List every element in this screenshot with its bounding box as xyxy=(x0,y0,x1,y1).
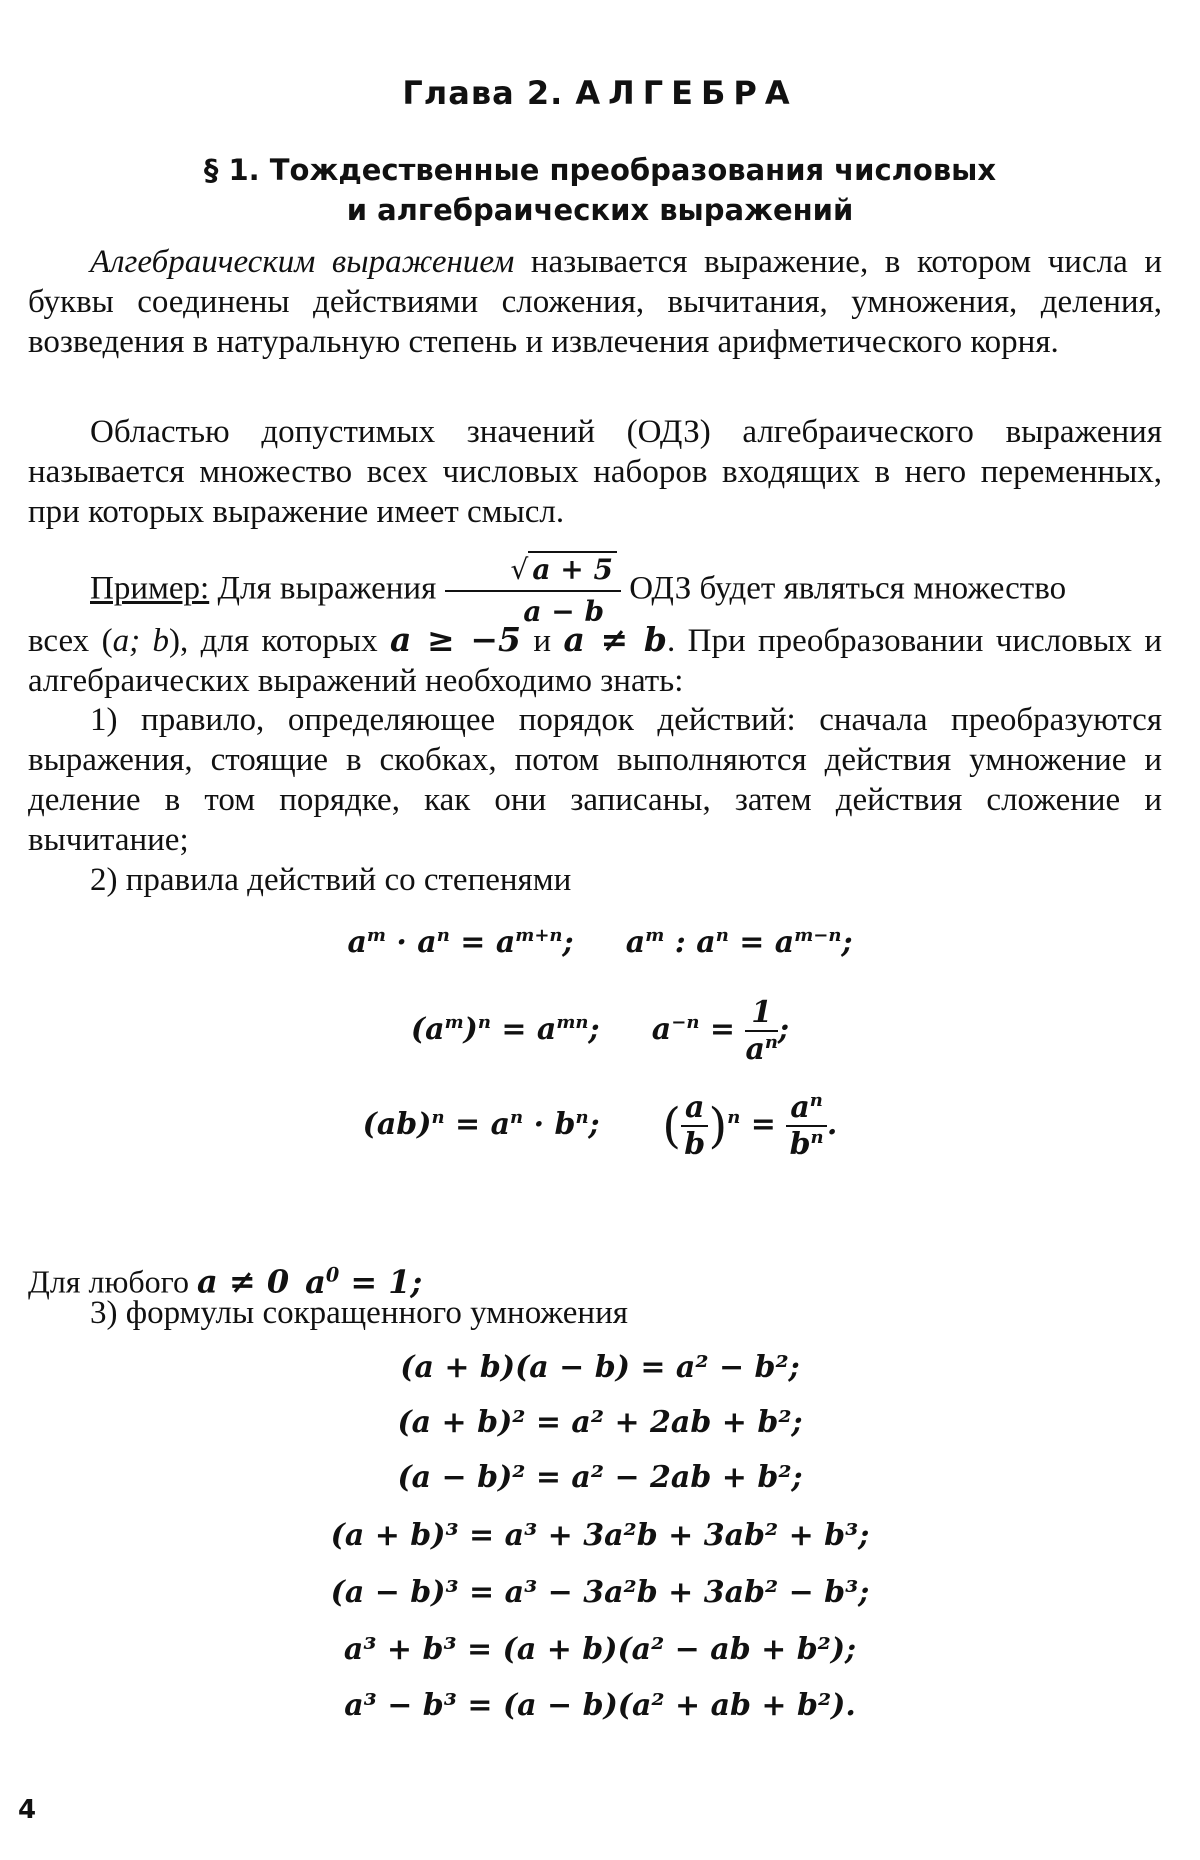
reciprocal-fraction xyxy=(745,995,778,1067)
pr3-a-sup: n xyxy=(431,1107,445,1128)
pr1-d-sup: m xyxy=(645,925,665,946)
definition-paragraph xyxy=(28,242,1162,362)
formula-1: (a + b)(a − b) = a² − b²; xyxy=(400,1350,800,1385)
pr3-c-sup: n xyxy=(575,1107,589,1128)
pr1-f: = a xyxy=(728,925,795,960)
pr1-a: a xyxy=(347,925,367,960)
zero-power-base: a xyxy=(305,1262,326,1301)
pr2-c-sup: mn xyxy=(556,1012,589,1033)
quotient-denominator: b xyxy=(684,1127,706,1162)
result-denominator xyxy=(786,1127,827,1162)
example-fraction-numerator: √ a + 5 xyxy=(445,550,621,592)
example-continuation xyxy=(28,620,1162,701)
rule-1: 1) правило, определяющее порядок действий: сначала преобразуются выражения, стоящие в скобках, потом выполняются действия умножение и деление в том порядке, как они записаны, затем действия сложение и вычитание; xyxy=(28,702,1162,858)
quotient-power: n xyxy=(727,1107,741,1128)
pr3-f: . xyxy=(826,1107,838,1142)
pr1-g: ; xyxy=(841,925,853,960)
reciprocal-denominator xyxy=(745,1032,778,1067)
pr2-a: (a xyxy=(410,1012,445,1047)
pr2-d: ; a xyxy=(588,1012,672,1047)
result-num-base: a xyxy=(790,1090,810,1125)
definition-term: Алгебраическим выражением xyxy=(90,244,515,280)
reciprocal-numerator: 1 xyxy=(745,995,778,1032)
example-vars: a; b xyxy=(112,623,169,659)
rule-3: 3) формулы сокращенного умножения xyxy=(90,1295,628,1331)
quotient-fraction xyxy=(681,1090,708,1162)
pr2-f: ; xyxy=(778,1012,790,1047)
result-fraction xyxy=(786,1090,827,1162)
pr3-b-sup: n xyxy=(510,1107,524,1128)
quotient-numerator: a xyxy=(681,1090,708,1127)
result-den-base: b xyxy=(789,1127,811,1162)
result-den-sup: n xyxy=(810,1127,824,1148)
formula-3: (a − b)² = a² − 2ab + b²; xyxy=(397,1460,803,1495)
pr3-b: = a xyxy=(444,1107,511,1142)
sqrt-radicand: a + 5 xyxy=(528,551,617,586)
pr1-e: : a xyxy=(664,925,716,960)
power-rules-row-1 xyxy=(0,925,1200,960)
formula-2: (a + b)² = a² + 2ab + b²; xyxy=(397,1405,803,1440)
zero-power-result: = 1; xyxy=(339,1262,423,1301)
pr1-a-sup: m xyxy=(366,925,386,946)
reciprocal-den-sup: n xyxy=(764,1032,778,1053)
pr1-f-sup: m−n xyxy=(794,925,842,946)
condition-1: a ≥ −5 xyxy=(390,620,521,659)
page-number: 4 xyxy=(18,1795,37,1825)
power-rules-row-2 xyxy=(0,995,1200,1067)
chapter-title: АЛГЕБРА xyxy=(575,74,798,112)
zero-power-text: Для любого xyxy=(28,1263,197,1300)
zero-power-cond: a ≠ 0 xyxy=(197,1262,290,1301)
pr2-b: ) xyxy=(463,1012,478,1047)
pr3-e: = xyxy=(740,1107,787,1142)
example-cont-text-3: . При преобразовании числовых и алгебраических выражений необходимо знать: xyxy=(28,623,1163,699)
pr2-c: = a xyxy=(490,1012,557,1047)
right-paren: ) xyxy=(708,1098,728,1154)
pr2-b-sup: n xyxy=(477,1012,491,1033)
pr1-e-sup: n xyxy=(715,925,729,946)
pr2-d-sup: −n xyxy=(671,1012,700,1033)
pr1-d: ; a xyxy=(562,925,646,960)
example-cont-text-2: ), для которых xyxy=(168,623,391,659)
zero-power-sup: 0 xyxy=(325,1263,340,1286)
chapter-heading xyxy=(0,74,1200,112)
result-num-sup: n xyxy=(809,1090,823,1111)
example-text-before: Для выражения xyxy=(209,570,445,607)
pr1-b-sup: n xyxy=(436,925,450,946)
section-title-line-2: и алгебраических выражений xyxy=(346,193,854,227)
formula-4: (a + b)³ = a³ + 3a²b + 3ab² + b³; xyxy=(330,1518,870,1553)
left-paren: ( xyxy=(662,1098,682,1154)
example-cont-text-1: всех ( xyxy=(28,623,113,659)
section-title-line-1: § 1. Тождественные преобразования числовых xyxy=(203,153,997,187)
pr1-b: · a xyxy=(385,925,437,960)
condition-2: a ≠ b xyxy=(563,620,667,659)
pr3-c: · b xyxy=(523,1107,576,1142)
formula-6: a³ + b³ = (a + b)(a² − ab + b²); xyxy=(343,1632,857,1667)
pr3-a: (ab) xyxy=(362,1107,432,1142)
formula-7: a³ − b³ = (a − b)(a² + ab + b²). xyxy=(344,1688,856,1723)
example-text-after: ОДЗ будет являться множество xyxy=(629,570,1067,607)
pr1-c: = a xyxy=(449,925,516,960)
result-numerator xyxy=(786,1090,827,1127)
power-rules-row-3 xyxy=(0,1090,1200,1162)
pr1-c-sup: m+n xyxy=(515,925,563,946)
pr3-d: ; xyxy=(588,1107,652,1142)
example-and: и xyxy=(520,623,564,659)
definition-text: называется выражение, в котором числа и буквы соединены действиями сложения, вычитания, умножения, деления, возведения в натуральную степень и извлечения арифметического корня. xyxy=(28,244,1162,360)
section-heading xyxy=(0,150,1200,230)
formula-5: (a − b)³ = a³ − 3a²b + 3ab² − b³; xyxy=(330,1575,870,1610)
odz-paragraph: Областью допустимых значений (ОДЗ) алгебраического выражения называется множество всех числовых наборов входящих в него переменных, при которых выражение имеет смысл. xyxy=(28,414,1162,530)
example-label: Пример: xyxy=(90,570,210,607)
reciprocal-den-base: a xyxy=(745,1032,765,1067)
example-fraction-denominator: a − b xyxy=(523,595,605,628)
chapter-prefix: Глава 2. xyxy=(402,74,564,112)
pr2-a-sup: m xyxy=(444,1012,464,1033)
pr2-e: = xyxy=(699,1012,746,1047)
rule-2: 2) правила действий со степенями xyxy=(90,862,572,898)
